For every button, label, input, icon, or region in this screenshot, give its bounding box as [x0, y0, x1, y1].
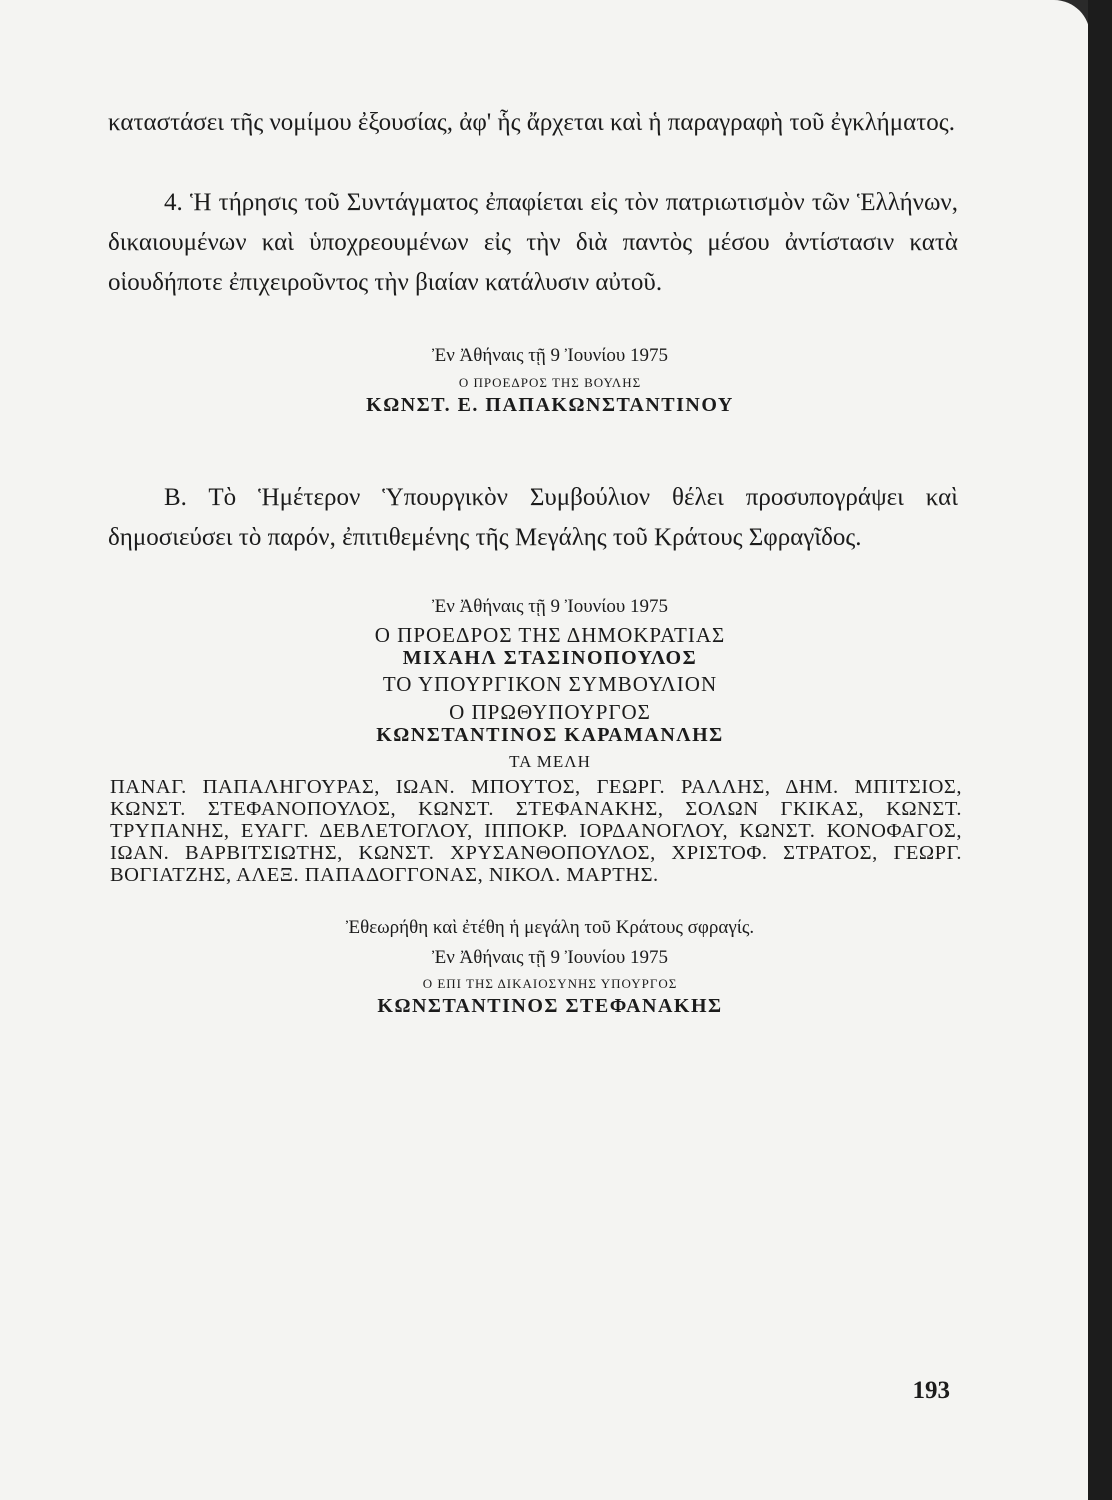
date-line-justice: Ἐν Ἀθήναις τῇ 9 Ἰουνίου 1975 [431, 947, 668, 968]
prime-minister-name: ΚΩΝΣΤΑΝΤΙΝΟΣ ΚΑΡΑΜΑΝΛΗΣ [376, 724, 724, 746]
cabinet-members-list: ΠΑΝΑΓ. ΠΑΠΑΛΗΓΟΥΡΑΣ, ΙΩΑΝ. ΜΠΟΥΤΟΣ, ΓΕΩΡΓ. ΡΑΛΛΗΣ, ΔΗΜ. ΜΠΙΤΣΙΟΣ, ΚΩΝΣΤ. ΣΤΕΦΑΝΟΠΟΥΛΟΣ, ΚΩΝΣΤ. ΣΤΕΦΑΝΑΚΗΣ, ΣΟΛΩΝ ΓΚΙΚΑΣ, ΚΩΝΣΤ. ΤΡΥΠΑΝΗΣ, ΕΥΑΓΓ. ΔΕΒΛΕΤΟΓΛΟΥ, ΙΠΠΟΚΡ. ΙΟΡΔΑΝΟΓΛΟΥ, ΚΩΝΣΤ. ΚΟΝΟΦΑΓΟΣ, ΙΩΑΝ. ΒΑΡΒΙΤΣΙΩΤΗΣ, ΚΩΝΣΤ. ΧΡΥΣΑΝΘΟΠΟΥΛΟΣ, ΧΡΙΣΤΟΦ. ΣΤΡΑΤΟΣ, ΓΕΩΡΓ. ΒΟΓΙΑΤΖΗΣ, ΑΛΕΞ. ΠΑΠΑΔΟΓΓΟΝΑΣ, ΝΙΚΟΛ. ΜΑΡΤΗΣ. [110, 776, 962, 886]
paragraph-continuation: καταστάσει τῆς νομίμου ἐξουσίας, ἀφ' ἧς ἄρχεται καὶ ἡ παραγραφὴ τοῦ ἐγκλήματος. [108, 109, 955, 136]
date-line-president: Ἐν Ἀθήναις τῇ 9 Ἰουνίου 1975 [431, 596, 668, 617]
paragraph-article-4: 4. Ἡ τήρησις τοῦ Συντάγματος ἐπαφίεται εἰς τὸν πατριωτισμὸν τῶν Ἑλλήνων, δικαιουμένων καὶ ὑποχρεουμένων εἰς τὴν διὰ παντὸς μέσου ἀντίστασιν κατὰ οἱουδήποτε ἐπιχειροῦντος τὴν βιαίαν κατάλυσιν αὐτοῦ. [108, 189, 958, 296]
republic-president-name: ΜΙΧΑΗΛ ΣΤΑΣΙΝΟΠΟΥΛΟΣ [402, 647, 698, 669]
cabinet-heading: ΤΟ ΥΠΟΥΡΓΙΚΟΝ ΣΥΜΒΟΥΛΙΟΝ [382, 672, 718, 696]
parliament-president-name: ΚΩΝΣΤ. Ε. ΠΑΠΑΚΩΝΣΤΑΝΤΙΝΟΥ [366, 394, 734, 416]
prime-minister-title: Ο ΠΡΩΘΥΠΟΥΡΓΟΣ [449, 700, 651, 724]
justice-minister-name: ΚΩΝΣΤΑΝΤΙΝΟΣ ΣΤΕΦΑΝΑΚΗΣ [377, 995, 723, 1017]
seal-note: Ἐθεωρήθη καὶ ἐτέθη ἡ μεγάλη τοῦ Κράτους σφραγίς. [345, 917, 755, 938]
members-heading: ΤΑ ΜΕΛΗ [509, 752, 591, 771]
page-number: 193 [912, 1377, 950, 1404]
page-edge-shadow [1088, 0, 1112, 1500]
parliament-president-title: Ο ΠΡΟΕΔΡΟΣ ΤΗΣ ΒΟΥΛΗΣ [458, 375, 642, 390]
justice-minister-title: Ο ΕΠΙ ΤΗΣ ΔΙΚΑΙΟΣΥΝΗΣ ΥΠΟΥΡΓΟΣ [422, 976, 678, 991]
republic-president-title: Ο ΠΡΟΕΔΡΟΣ ΤΗΣ ΔΗΜΟΚΡΑΤΙΑΣ [374, 623, 726, 647]
date-line-parliament: Ἐν Ἀθήναις τῇ 9 Ἰουνίου 1975 [431, 345, 668, 366]
paragraph-b: Β. Τὸ Ἡμέτερον Ὑπουργικὸν Συμβούλιον θέλει προσυπογράψει καὶ δημοσιεύσει τὸ παρόν, ἐπιτιθεμένης τῆς Μεγάλης τοῦ Κράτους Σφραγῖδος. [108, 484, 958, 551]
